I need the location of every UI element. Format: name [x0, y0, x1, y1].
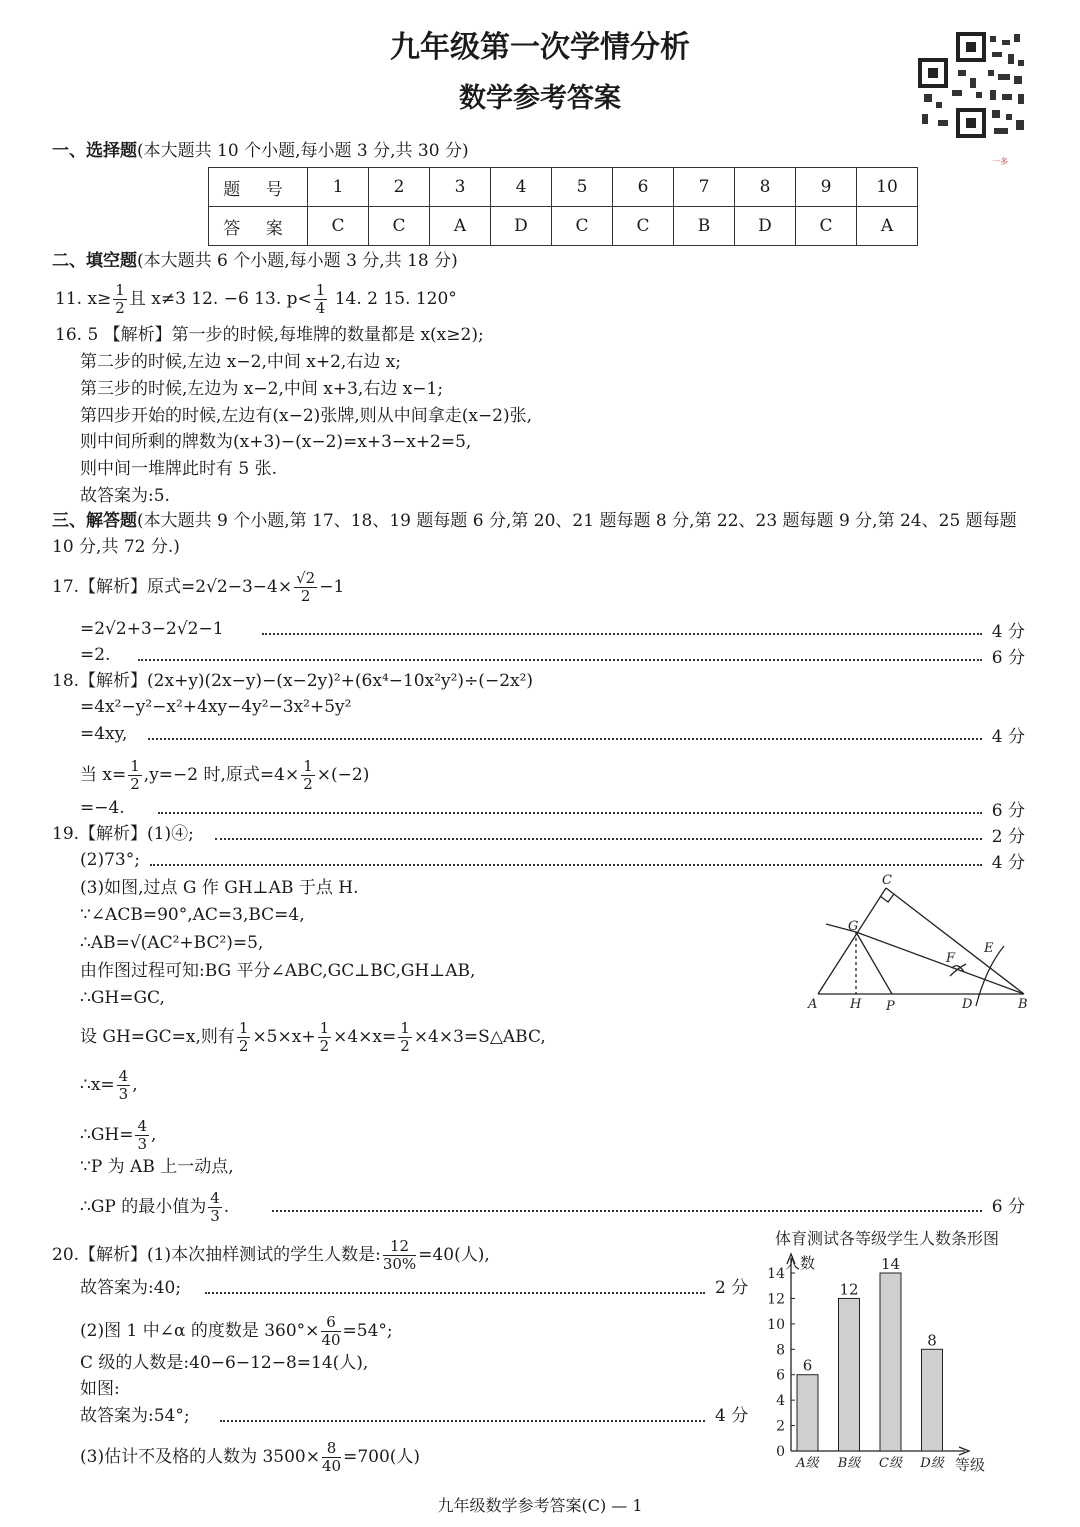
numerator: 1 — [238, 1019, 249, 1037]
q19-line-4: ∵∠ACB=90°,AC=3,BC=4, — [80, 905, 305, 925]
point-label-C: C — [882, 873, 892, 888]
q19-text: ∴GH= — [80, 1125, 134, 1145]
category-label: C级 — [879, 1456, 902, 1471]
q18-line-4 — [80, 758, 369, 793]
fraction — [321, 1314, 340, 1349]
numerator: 4 — [137, 1117, 148, 1135]
answer-table-row-nums — [209, 168, 918, 207]
dot-leader — [150, 864, 982, 866]
section-1-note: (本大题共 10 个小题,每小题 3 分,共 30 分) — [137, 141, 469, 161]
q20-text: (3)估计不及格的人数为 3500× — [80, 1447, 320, 1467]
q19-line-7: ∴GH=GC, — [80, 988, 165, 1008]
dot-leader — [215, 838, 982, 840]
q16-line: 故答案为:5. — [80, 486, 170, 506]
y-tick-label: 4 — [776, 1393, 785, 1410]
q18-line-2: =4x²−y²−x²+4xy−4y²−3x²+5y² — [80, 697, 352, 717]
denominator: 4 — [315, 299, 326, 317]
chart-title: 体育测试各等级学生人数条形图 — [775, 1229, 1000, 1248]
section-3-note: (本大题共 9 个小题,第 17、18、19 题每题 6 分,第 20、21 题每题 8 分,第 22、23 题每题 9 分,第 24、25 题每题 — [137, 511, 1017, 531]
denominator: 2 — [300, 587, 311, 605]
table-cell: 10 — [857, 168, 918, 207]
denominator: 3 — [118, 1085, 129, 1103]
q20-text: 20.【解析】(1)本次抽样测试的学生人数是: — [52, 1245, 381, 1265]
point-label-A: A — [808, 997, 818, 1012]
category-label: B级 — [837, 1456, 861, 1471]
q19-line-11: ∵P 为 AB 上一动点, — [80, 1157, 234, 1177]
q20-text: =700(人) — [343, 1447, 421, 1467]
denominator: 40 — [322, 1457, 342, 1475]
table-cell: D — [491, 207, 552, 246]
q17-line-2: =2√2+3−2√2−1 — [80, 619, 224, 639]
page-footer: 九年级数学参考答案(C) — 1 — [437, 1496, 643, 1515]
section-2-title: 二、填空题 — [52, 251, 137, 271]
denominator: 2 — [319, 1037, 330, 1055]
section-1-heading — [52, 139, 469, 163]
qr-caption: 一多 — [992, 157, 1008, 166]
table-cell: C — [308, 207, 369, 246]
q18-line-5: =−4. — [80, 798, 125, 818]
qr-code — [918, 30, 1030, 166]
chart-y-label: 人数 — [785, 1254, 816, 1272]
table-cell: D — [735, 207, 796, 246]
table-cell: 9 — [796, 168, 857, 207]
q17-text: 17.【解析】原式=2√2−3−4× — [52, 577, 293, 597]
numerator: 6 — [321, 1314, 340, 1332]
q19-text: ×4×3=S△ABC, — [413, 1027, 546, 1047]
y-tick-label: 0 — [776, 1444, 785, 1460]
q16-line: 则中间所剩的牌数为(x+3)−(x−2)=x+3−x+2=5, — [80, 432, 472, 452]
point-label-D: D — [962, 997, 973, 1012]
bar — [922, 1349, 943, 1451]
fraction — [208, 1190, 222, 1225]
section-2-heading — [52, 249, 458, 273]
geometry-figure — [800, 868, 1040, 1018]
table-cell: B — [674, 207, 735, 246]
q20-line-7 — [80, 1440, 420, 1475]
fraction — [383, 1238, 416, 1273]
numerator: 1 — [115, 281, 125, 299]
q16-line: 16. 5 【解析】第一步的时候,每堆牌的数量都是 x(x≥2); — [55, 325, 484, 345]
q19-line-6: 由作图过程可知:BG 平分∠ABC,GC⊥BC,GH⊥AB, — [80, 961, 476, 981]
fraction — [314, 282, 328, 317]
numerator: 12 — [383, 1238, 416, 1256]
bar-value-label: 14 — [880, 1255, 901, 1273]
q17-text-end: −1 — [319, 577, 345, 597]
q19-line-5: ∴AB=√(AC²+BC²)=5, — [80, 933, 264, 953]
dot-leader — [205, 1292, 705, 1294]
segment-CB — [886, 888, 1024, 994]
q18-text: ×(−2) — [316, 765, 370, 785]
denominator: 3 — [137, 1135, 148, 1153]
fraction — [294, 570, 317, 605]
denominator: 40 — [321, 1331, 341, 1349]
score-label: 4 分 — [715, 1406, 749, 1426]
bar — [880, 1273, 901, 1451]
score-label: 6 分 — [991, 801, 1025, 821]
point-label-B: B — [1018, 997, 1028, 1012]
q13-rest: 14. 2 15. 120° — [329, 289, 457, 309]
q19-text: ∴GP 的最小值为 — [80, 1197, 207, 1217]
category-label: A级 — [796, 1456, 819, 1471]
dot-leader — [272, 1210, 982, 1212]
bar — [839, 1298, 860, 1451]
bar-value-label: 6 — [802, 1356, 813, 1375]
section-3-title: 三、解答题 — [52, 511, 137, 531]
fraction — [117, 1068, 131, 1103]
answer-table — [208, 167, 918, 246]
fraction — [237, 1020, 251, 1055]
score-label: 2 分 — [715, 1278, 749, 1298]
y-tick-label: 12 — [767, 1291, 785, 1308]
q11-rest: 且 x≠3 12. −6 13. p< — [128, 289, 312, 309]
bar-value-label: 12 — [839, 1280, 859, 1299]
chart-x-label: 等级 — [955, 1456, 986, 1474]
score-label: 6 分 — [991, 1197, 1025, 1217]
y-tick-label: 2 — [776, 1418, 785, 1435]
q20-text: (2)图 1 中∠α 的度数是 360°× — [80, 1321, 320, 1341]
row-label-answer: 答 案 — [209, 207, 308, 246]
q20-text: =54°; — [342, 1321, 393, 1341]
table-cell: 7 — [674, 168, 735, 207]
answer-table-row-answers — [209, 207, 918, 246]
dot-leader — [220, 1420, 705, 1422]
denominator: 2 — [130, 775, 140, 793]
q20-text: =40(人), — [418, 1245, 490, 1265]
q20-line-1 — [52, 1238, 490, 1273]
q16-line: 则中间一堆牌此时有 5 张. — [80, 459, 278, 479]
q19-line-3: (3)如图,过点 G 作 GH⊥AB 于点 H. — [80, 878, 359, 898]
q17-line-3: =2. — [80, 645, 111, 665]
fraction — [113, 282, 127, 317]
bar-value-label: 8 — [927, 1331, 937, 1350]
numerator: 4 — [118, 1067, 129, 1085]
q18-text: 当 x= — [80, 765, 127, 785]
numerator: 8 — [322, 1440, 341, 1458]
numerator: 1 — [130, 757, 140, 775]
q19-text: ×5×x+ — [252, 1027, 316, 1047]
point-label-H: H — [850, 997, 862, 1012]
fraction — [301, 758, 315, 793]
q18-line-3: =4xy, — [80, 724, 128, 744]
q19-text: ×4×x= — [333, 1027, 397, 1047]
score-label: 2 分 — [991, 827, 1025, 847]
q19-line-10: ∴GH= $\frac{4}{3}$ , — [80, 1117, 157, 1153]
dot-leader — [158, 812, 982, 814]
bar-chart — [755, 1222, 1045, 1480]
table-cell: 1 — [308, 168, 369, 207]
fraction — [128, 758, 142, 793]
section-3-note-2: 10 分,共 72 分.) — [52, 537, 180, 557]
numerator: 1 — [315, 281, 326, 299]
point-label-F: F — [946, 951, 956, 966]
table-cell: 8 — [735, 168, 796, 207]
denominator: 30% — [382, 1255, 417, 1273]
point-label-P: P — [886, 999, 895, 1014]
page-title: 九年级第一次学情分析 — [390, 30, 690, 65]
fraction — [322, 1440, 341, 1475]
point-label-G: G — [848, 919, 859, 934]
denominator: 2 — [115, 299, 125, 317]
q19-line-12: ∴GP 的最小值为 $\frac{4}{3}$ . — [80, 1189, 230, 1225]
score-label: 4 分 — [991, 727, 1025, 747]
score-label: 4 分 — [991, 622, 1025, 642]
table-cell: 5 — [552, 168, 613, 207]
fraction — [398, 1020, 412, 1055]
y-tick-label: 14 — [767, 1266, 785, 1282]
numerator: 1 — [303, 757, 313, 775]
score-label: 4 分 — [991, 853, 1025, 873]
denominator: 2 — [303, 775, 313, 793]
q11-text: 11. x≥ — [55, 289, 112, 309]
numerator: 4 — [210, 1189, 220, 1207]
category-label: D级 — [920, 1456, 944, 1471]
q20-line-6: 故答案为:54°; — [80, 1406, 190, 1426]
numerator: 1 — [400, 1019, 410, 1037]
q16-line: 第二步的时候,左边 x−2,中间 x+2,右边 x; — [80, 352, 402, 372]
dot-leader — [148, 738, 982, 740]
y-tick-label: 6 — [776, 1367, 785, 1384]
fraction — [135, 1118, 149, 1153]
denominator: 3 — [210, 1207, 220, 1225]
table-cell: 2 — [369, 168, 430, 207]
section-2-note: (本大题共 6 个小题,每小题 3 分,共 18 分) — [137, 251, 458, 271]
segment-GP — [856, 932, 892, 994]
q19-text: ∴x= — [80, 1075, 115, 1095]
section-3-heading — [52, 509, 1017, 533]
q20-line-4: C 级的人数是:40−6−12−8=14(人), — [80, 1353, 369, 1373]
numerator: 1 — [319, 1019, 330, 1037]
q20-line-2: 故答案为:40; — [80, 1278, 182, 1298]
page-subtitle: 数学参考答案 — [459, 83, 621, 114]
score-label: 6 分 — [991, 648, 1025, 668]
denominator: 2 — [400, 1037, 410, 1055]
table-cell: A — [430, 207, 491, 246]
y-tick-label: 10 — [767, 1316, 785, 1333]
q19-line-1: 19.【解析】(1)④; — [52, 824, 194, 844]
q18-text: ,y=−2 时,原式=4× — [143, 765, 300, 785]
segment-GB — [856, 932, 1024, 994]
table-cell: C — [369, 207, 430, 246]
numerator: √2 — [296, 569, 316, 587]
q20-line-3 — [80, 1314, 393, 1349]
q19-line-2: (2)73°; — [80, 850, 140, 870]
fraction — [318, 1020, 332, 1055]
segment-AC — [818, 888, 886, 994]
bar — [797, 1375, 818, 1451]
section-1-title: 一、选择题 — [52, 141, 137, 161]
y-tick-label: 8 — [776, 1342, 785, 1359]
dot-leader — [262, 633, 982, 635]
table-cell: A — [857, 207, 918, 246]
q16-line: 第三步的时候,左边为 x−2,中间 x+3,右边 x−1; — [80, 379, 444, 399]
table-cell: 6 — [613, 168, 674, 207]
row-label-num: 题 号 — [209, 168, 308, 207]
q17-line-1 — [52, 570, 344, 605]
q16-line: 第四步开始的时候,左边有(x−2)张牌,则从中间拿走(x−2)张, — [80, 406, 533, 426]
point-label-E: E — [984, 941, 994, 956]
q20-line-5: 如图: — [80, 1379, 120, 1399]
table-cell: C — [796, 207, 857, 246]
denominator: 2 — [238, 1037, 249, 1055]
q19-line-9: ∴x= $\frac{4}{3}$ , — [80, 1067, 138, 1103]
q18-line-1: 18.【解析】(2x+y)(2x−y)−(x−2y)²+(6x⁴−10x²y²)÷(−2x²) — [52, 671, 534, 691]
table-cell: 4 — [491, 168, 552, 207]
table-cell: C — [613, 207, 674, 246]
table-cell: C — [552, 207, 613, 246]
q19-text: 设 GH=GC=x,则有 — [80, 1027, 235, 1047]
table-cell: 3 — [430, 168, 491, 207]
q19-line-8 — [80, 1020, 546, 1055]
dot-leader — [138, 659, 982, 661]
fill-answers — [55, 282, 457, 317]
